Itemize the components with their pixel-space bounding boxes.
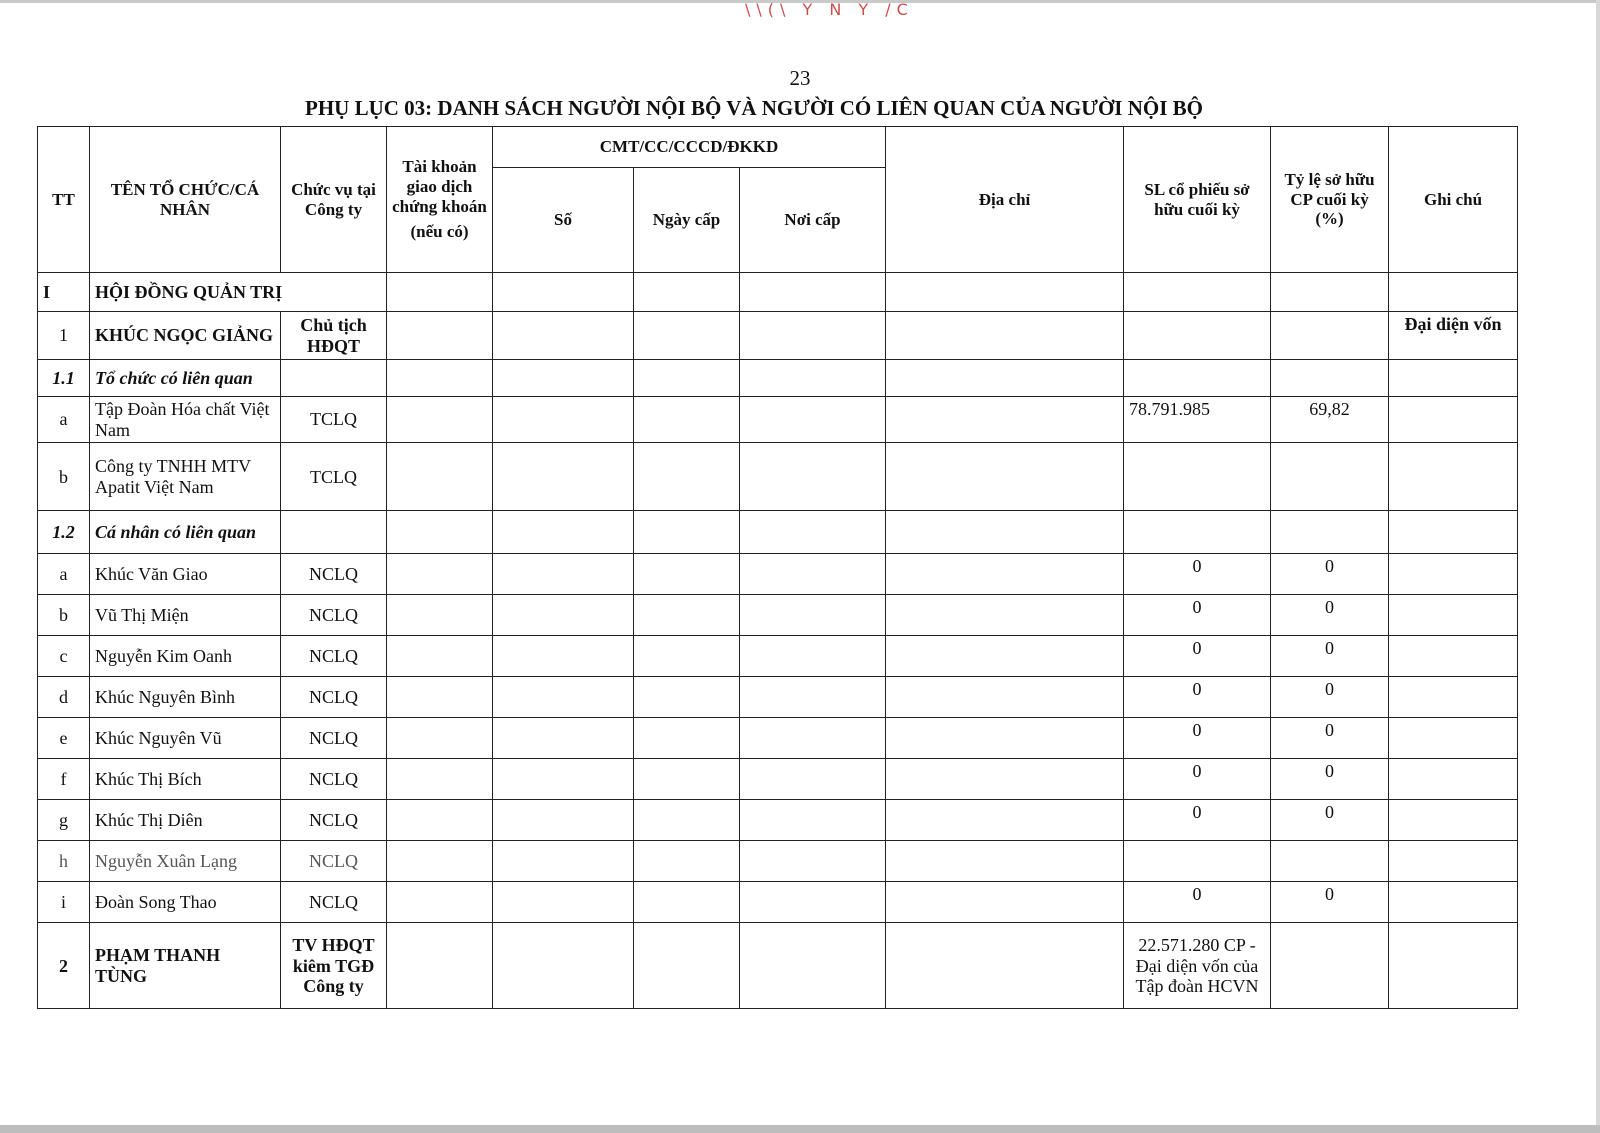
row-ratio: 0 [1271, 882, 1389, 923]
row-position: NCLQ [281, 554, 387, 595]
row-position: TCLQ [281, 443, 387, 511]
header-account-note: (nếu có) [410, 222, 469, 242]
row-position: NCLQ [281, 800, 387, 841]
row-tt: 1.1 [38, 360, 90, 397]
row-note [1389, 397, 1518, 443]
table-row [38, 443, 1518, 511]
row-position [281, 360, 387, 397]
row-shares: 0 [1124, 882, 1271, 923]
row-shares [1124, 360, 1271, 397]
row-name: HỘI ĐỒNG QUẢN TRỊ [90, 273, 387, 312]
table-row [38, 800, 1518, 841]
header-position: Chức vụ tại Công ty [281, 127, 387, 273]
table-row [38, 397, 1518, 443]
scan-edge-bottom [0, 1125, 1600, 1133]
row-tt: a [38, 554, 90, 595]
row-tt: h [38, 841, 90, 882]
row-ratio: 69,82 [1271, 397, 1389, 443]
row-ratio: 0 [1271, 595, 1389, 636]
table-row [38, 595, 1518, 636]
insider-table [37, 126, 1518, 1009]
row-tt: 1.2 [38, 511, 90, 554]
row-shares [1124, 312, 1271, 360]
row-ratio: 0 [1271, 718, 1389, 759]
row-shares: 0 [1124, 759, 1271, 800]
table-row [38, 273, 1518, 312]
row-name: Khúc Nguyên Vũ [90, 718, 281, 759]
table-row [38, 312, 1518, 360]
row-tt: d [38, 677, 90, 718]
table-row [38, 360, 1518, 397]
row-tt: 2 [38, 923, 90, 1009]
row-ratio: 0 [1271, 677, 1389, 718]
row-note: Đại diện vốn [1389, 312, 1518, 360]
row-position [281, 511, 387, 554]
row-name: Khúc Nguyên Bình [90, 677, 281, 718]
row-name: Công ty TNHH MTV Apatit Việt Nam [90, 443, 281, 511]
header-shares: SL cổ phiếu sở hữu cuối kỳ [1124, 127, 1271, 273]
row-shares [1124, 273, 1271, 312]
row-name: Khúc Văn Giao [90, 554, 281, 595]
row-note [1389, 841, 1518, 882]
header-note: Ghi chú [1389, 127, 1518, 273]
row-shares: 0 [1124, 554, 1271, 595]
row-tt: e [38, 718, 90, 759]
table-row [38, 759, 1518, 800]
row-position: NCLQ [281, 759, 387, 800]
row-ratio [1271, 443, 1389, 511]
row-note [1389, 882, 1518, 923]
row-tt: 1 [38, 312, 90, 360]
row-tt: I [38, 273, 90, 312]
row-position: NCLQ [281, 595, 387, 636]
row-tt: b [38, 595, 90, 636]
row-name: Khúc Thị Diên [90, 800, 281, 841]
header-row-1 [38, 127, 1518, 168]
row-name: PHẠM THANH TÙNG [90, 923, 281, 1009]
row-note [1389, 800, 1518, 841]
header-account-label: Tài khoản giao dịch chứng khoán [392, 157, 487, 216]
row-position: NCLQ [281, 841, 387, 882]
red-stamp-fragment: \\(\ Y N Y /C [745, 0, 914, 18]
row-note [1389, 759, 1518, 800]
row-name: Vũ Thị Miện [90, 595, 281, 636]
row-note [1389, 554, 1518, 595]
row-position: NCLQ [281, 882, 387, 923]
row-ratio [1271, 511, 1389, 554]
header-issue-place: Nơi cấp [740, 168, 886, 273]
row-note [1389, 443, 1518, 511]
row-tt: b [38, 443, 90, 511]
row-name: KHÚC NGỌC GIẢNG [90, 312, 281, 360]
appendix-title: PHỤ LỤC 03: DANH SÁCH NGƯỜI NỘI BỘ VÀ NGƯỜI CÓ LIÊN QUAN CỦA NGƯỜI NỘI BỘ [305, 96, 1203, 120]
row-shares: 0 [1124, 677, 1271, 718]
header-issue-date: Ngày cấp [634, 168, 740, 273]
row-name: Tổ chức có liên quan [90, 360, 281, 397]
table-row [38, 636, 1518, 677]
row-shares: 78.791.985 [1124, 397, 1271, 443]
row-name: Nguyễn Kim Oanh [90, 636, 281, 677]
row-shares: 0 [1124, 595, 1271, 636]
row-tt: a [38, 397, 90, 443]
row-shares: 22.571.280 CP - Đại diện vốn của Tập đoàn HCVN [1124, 923, 1271, 1009]
table-row [38, 882, 1518, 923]
table-row [38, 511, 1518, 554]
row-name: Khúc Thị Bích [90, 759, 281, 800]
table-row [38, 923, 1518, 1009]
row-name: Cá nhân có liên quan [90, 511, 281, 554]
row-ratio [1271, 360, 1389, 397]
row-note [1389, 636, 1518, 677]
row-tt: i [38, 882, 90, 923]
row-note [1389, 595, 1518, 636]
row-shares [1124, 841, 1271, 882]
header-tt: TT [38, 127, 90, 273]
row-note [1389, 718, 1518, 759]
page-number: 23 [789, 66, 811, 90]
row-tt: f [38, 759, 90, 800]
row-note [1389, 273, 1518, 312]
header-id-number: Số [493, 168, 634, 273]
row-ratio [1271, 841, 1389, 882]
row-note [1389, 511, 1518, 554]
table-row [38, 841, 1518, 882]
row-name: Nguyễn Xuân Lạng [90, 841, 281, 882]
row-position: TV HĐQT kiêm TGĐ Công ty [281, 923, 387, 1009]
row-note [1389, 677, 1518, 718]
row-ratio [1271, 273, 1389, 312]
scan-edge-right [1596, 0, 1600, 1133]
row-ratio: 0 [1271, 636, 1389, 677]
row-tt: c [38, 636, 90, 677]
header-id-group: CMT/CC/CCCD/ĐKKD [493, 127, 886, 168]
row-tt: g [38, 800, 90, 841]
row-ratio: 0 [1271, 554, 1389, 595]
row-name: Tập Đoàn Hóa chất Việt Nam [90, 397, 281, 443]
row-note [1389, 360, 1518, 397]
row-name: Đoàn Song Thao [90, 882, 281, 923]
header-ratio: Tỷ lệ sở hữu CP cuối kỳ (%) [1271, 127, 1389, 273]
row-shares [1124, 511, 1271, 554]
table-row [38, 554, 1518, 595]
header-account [387, 127, 493, 273]
header-address: Địa chỉ [886, 127, 1124, 273]
row-shares [1124, 443, 1271, 511]
row-position: Chủ tịch HĐQT [281, 312, 387, 360]
row-shares: 0 [1124, 636, 1271, 677]
row-shares: 0 [1124, 718, 1271, 759]
header-name: TÊN TỔ CHỨC/CÁ NHÂN [90, 127, 281, 273]
row-shares: 0 [1124, 800, 1271, 841]
row-position: NCLQ [281, 636, 387, 677]
table-row [38, 677, 1518, 718]
row-position: NCLQ [281, 677, 387, 718]
row-ratio [1271, 312, 1389, 360]
row-position: TCLQ [281, 397, 387, 443]
row-note [1389, 923, 1518, 1009]
row-ratio: 0 [1271, 800, 1389, 841]
row-position: NCLQ [281, 718, 387, 759]
table-row [38, 718, 1518, 759]
row-ratio: 0 [1271, 759, 1389, 800]
row-ratio [1271, 923, 1389, 1009]
